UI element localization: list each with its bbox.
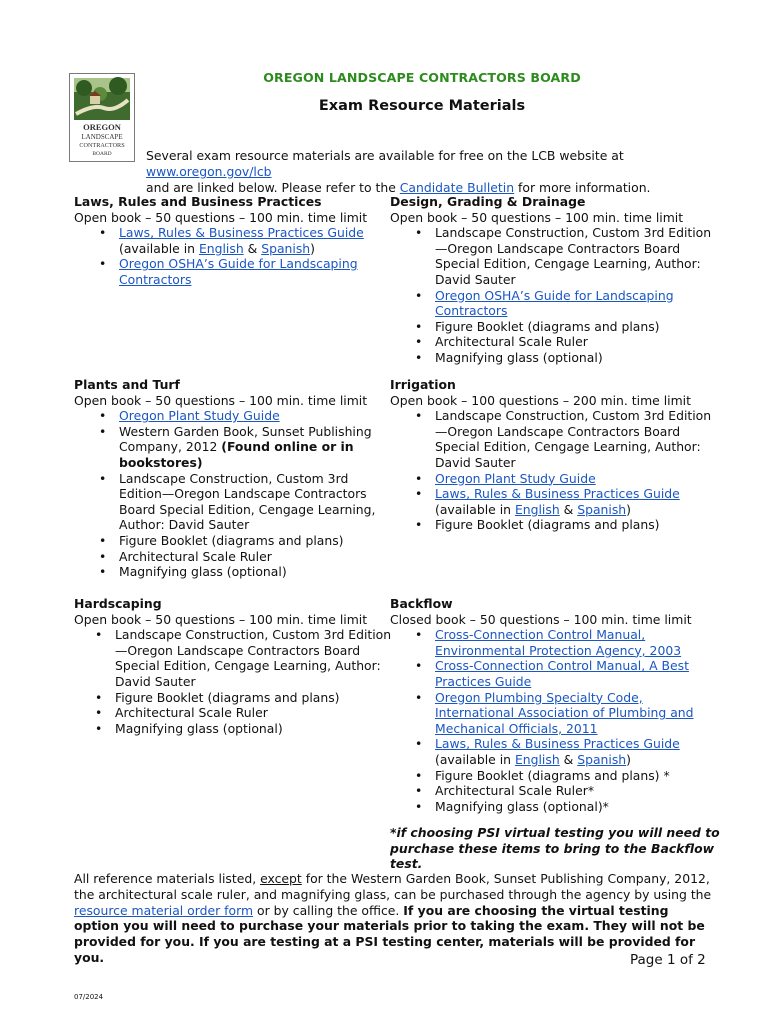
svg-text:BOARD: BOARD	[92, 151, 112, 157]
bullet-icon: •	[415, 334, 423, 350]
list-item	[415, 225, 720, 287]
link-line: Contractors	[119, 271, 192, 287]
bullet-icon: •	[95, 627, 103, 643]
list-item	[415, 318, 720, 335]
bullet-icon: •	[415, 783, 423, 799]
english-link[interactable]: English	[514, 501, 560, 517]
close-paren: )	[626, 751, 632, 767]
list-item	[415, 627, 720, 658]
bullet-icon: •	[415, 689, 423, 705]
materials-list	[74, 225, 394, 287]
section-hardscaping	[74, 596, 394, 736]
section-title: Design, Grading & Drainage	[390, 194, 586, 209]
amp-text: &	[559, 751, 578, 767]
item-text: Landscape Construction, Custom 3rd Edition—Oregon Landscape Contractors Board Special Edition, Cengage Learning, Author: David Sauter	[435, 408, 712, 470]
link-line: Oregon OSHA’s Guide for Landscaping	[119, 256, 358, 272]
list-item	[415, 349, 720, 366]
english-link[interactable]: English	[198, 240, 244, 256]
list-item	[415, 334, 720, 350]
purchase-info-paragraph	[74, 871, 714, 966]
org-title: OREGON LANDSCAPE CONTRACTORS BOARD	[263, 70, 581, 85]
intro-text-3: for more information.	[514, 180, 651, 195]
section-title: Irrigation	[390, 377, 456, 392]
link-line: Practices Guide	[435, 673, 532, 689]
link-line: International Association of Plumbing and	[435, 705, 694, 721]
english-link[interactable]: English	[514, 751, 560, 767]
bullet-icon: •	[95, 720, 103, 736]
list-item	[99, 564, 394, 580]
bullet-icon: •	[99, 256, 107, 272]
revision-date: 07/2024	[74, 993, 104, 1001]
available-text: (available in	[435, 501, 515, 517]
list-item	[415, 486, 720, 517]
item-text: Architectural Scale Ruler	[435, 334, 588, 350]
link-line: Oregon OSHA’s Guide for Landscaping	[435, 287, 674, 303]
materials-list	[74, 408, 394, 580]
link-line: Environmental Protection Agency, 2003	[435, 642, 682, 658]
available-text: (available in	[119, 240, 199, 256]
list-item	[415, 408, 720, 470]
bullet-icon: •	[415, 349, 423, 365]
osha-guide-link[interactable]	[435, 288, 674, 319]
item-text: Architectural Scale Ruler*	[435, 783, 595, 799]
list-item	[415, 767, 720, 784]
lcb-logo	[69, 73, 135, 162]
list-item	[95, 627, 394, 689]
amp-text: &	[243, 240, 262, 256]
cross-connection-epa-link[interactable]	[435, 627, 681, 658]
item-text: Figure Booklet (diagrams and plans)	[435, 517, 660, 533]
section-subtitle: Open book – 50 questions – 100 min. time limit	[390, 209, 684, 225]
bullet-icon: •	[99, 470, 107, 486]
section-title: Plants and Turf	[74, 377, 180, 392]
bullet-icon: •	[99, 423, 107, 439]
materials-list	[74, 627, 394, 736]
item-text: Figure Booklet (diagrams and plans) *	[435, 767, 670, 783]
page-number: Page 1 of 2	[630, 952, 706, 968]
section-subtitle: Open book – 50 questions – 100 min. time limit	[74, 392, 368, 408]
except-text: except	[260, 871, 302, 886]
laws-guide-link[interactable]: Laws, Rules & Business Practices Guide	[435, 736, 680, 752]
intro-text-1: Several exam resource materials are available for free on the LCB website at	[146, 148, 624, 163]
item-note: (Found online or in bookstores)	[119, 439, 354, 470]
plumbing-code-link[interactable]	[435, 690, 694, 736]
link-line: Cross-Connection Control Manual,	[435, 627, 646, 643]
bullet-icon: •	[415, 225, 423, 241]
close-paren: )	[310, 240, 316, 256]
list-item	[415, 783, 720, 799]
section-title: Laws, Rules and Business Practices	[74, 194, 322, 209]
bullet-icon: •	[415, 658, 423, 674]
list-item	[99, 548, 394, 565]
cross-connection-best-practices-link[interactable]	[435, 658, 689, 689]
list-item	[415, 689, 720, 737]
item-text: Figure Booklet (diagrams and plans)	[435, 318, 660, 334]
bullet-icon: •	[415, 470, 423, 486]
lcb-website-link[interactable]: www.oregon.gov/lcb	[146, 164, 272, 179]
bullet-icon: •	[99, 408, 107, 424]
close-paren: )	[626, 501, 632, 517]
list-item	[99, 256, 394, 287]
laws-guide-link[interactable]: Laws, Rules & Business Practices Guide	[119, 225, 364, 241]
candidate-bulletin-link[interactable]: Candidate Bulletin	[399, 180, 515, 195]
section-plants	[74, 377, 394, 580]
footer-text: for the Western Garden Book, Sunset Publishing Company, 2012, the architectural scale ruler, and magnifying glass, can be purchased through the agency by using the	[74, 871, 712, 902]
spanish-link[interactable]: Spanish	[577, 751, 627, 767]
list-item	[99, 470, 394, 533]
section-backflow	[390, 596, 720, 814]
amp-text: &	[559, 501, 578, 517]
bullet-icon: •	[415, 408, 423, 424]
item-text: Architectural Scale Ruler	[119, 548, 272, 564]
bullet-icon: •	[415, 318, 423, 334]
list-item	[415, 470, 720, 487]
section-irrigation	[390, 377, 720, 533]
bullet-icon: •	[415, 767, 423, 783]
spanish-link[interactable]: Spanish	[577, 501, 627, 517]
footer-text: All reference materials listed,	[74, 871, 261, 886]
bullet-icon: •	[415, 486, 423, 502]
item-text: Landscape Construction, Custom 3rd Edition—Oregon Landscape Contractors Board Special Edition, Cengage Learning, Author: David Sauter	[119, 470, 376, 533]
link-line: Oregon Plumbing Specialty Code,	[435, 689, 643, 705]
list-item	[95, 689, 394, 706]
item-text: Figure Booklet (diagrams and plans)	[119, 532, 344, 548]
list-item	[99, 423, 394, 471]
list-item	[415, 736, 720, 767]
materials-list	[390, 627, 720, 814]
osha-guide-link[interactable]	[119, 256, 358, 287]
svg-text:CONTRACTORS: CONTRACTORS	[79, 142, 125, 149]
intro-paragraph	[146, 148, 746, 196]
plant-study-guide-link[interactable]: Oregon Plant Study Guide	[435, 470, 596, 486]
link-line: Cross-Connection Control Manual, A Best	[435, 658, 689, 674]
bullet-icon: •	[99, 532, 107, 548]
item-text: Landscape Construction, Custom 3rd Edition—Oregon Landscape Contractors Board Special Edition, Cengage Learning, Author: David Sauter	[115, 627, 392, 689]
section-subtitle: Open book – 50 questions – 100 min. time limit	[74, 209, 368, 225]
link-line: Contractors	[435, 303, 508, 319]
item-text: Western Garden Book, Sunset Publishing Company, 2012	[119, 423, 372, 455]
list-item	[415, 798, 720, 815]
section-design	[390, 194, 720, 366]
svg-text:LANDSCAPE: LANDSCAPE	[81, 133, 123, 141]
item-text: Magnifying glass (optional)	[435, 349, 603, 365]
item-text: Magnifying glass (optional)	[119, 564, 287, 580]
footer-text: or by calling the office.	[253, 902, 404, 918]
svg-text:OREGON: OREGON	[83, 122, 121, 132]
bullet-icon: •	[99, 548, 107, 564]
list-item	[415, 658, 720, 689]
order-form-link[interactable]: resource material order form	[74, 902, 254, 918]
bullet-icon: •	[415, 517, 423, 533]
item-text: Magnifying glass (optional)	[115, 720, 283, 736]
bullet-icon: •	[95, 689, 103, 705]
psi-virtual-testing-note: *if choosing PSI virtual testing you will need to purchase these items to bring to the Backflow test.	[390, 825, 720, 872]
section-title: Hardscaping	[74, 596, 162, 611]
materials-list	[390, 408, 720, 533]
bullet-icon: •	[415, 287, 423, 303]
materials-list	[390, 225, 720, 365]
page-title: Exam Resource Materials	[318, 98, 526, 114]
plant-study-guide-link[interactable]: Oregon Plant Study Guide	[119, 408, 280, 424]
bullet-icon: •	[415, 627, 423, 643]
list-item	[95, 720, 394, 737]
available-text: (available in	[435, 751, 515, 767]
section-subtitle: Closed book – 50 questions – 100 min. time limit	[390, 611, 692, 627]
bullet-icon: •	[99, 564, 107, 580]
spanish-link[interactable]: Spanish	[261, 240, 311, 256]
item-text: Architectural Scale Ruler	[115, 705, 268, 721]
item-text: Figure Booklet (diagrams and plans)	[115, 689, 340, 705]
bullet-icon: •	[415, 736, 423, 752]
item-text: Landscape Construction, Custom 3rd Edition—Oregon Landscape Contractors Board Special Edition, Cengage Learning, Author: David Sauter	[435, 225, 712, 287]
laws-guide-link[interactable]: Laws, Rules & Business Practices Guide	[435, 486, 680, 502]
section-subtitle: Open book – 50 questions – 100 min. time limit	[74, 611, 368, 627]
intro-text-2: and are linked below. Please refer to the	[146, 180, 400, 195]
section-laws	[74, 194, 394, 288]
list-item	[99, 532, 394, 549]
list-item	[99, 225, 394, 256]
section-subtitle: Open book – 100 questions – 200 min. time limit	[390, 392, 691, 408]
bullet-icon: •	[415, 798, 423, 814]
virtual-testing-warning: If you are choosing the virtual testing option you will need to purchase your materials prior to taking the exam. They will not be provided for you. If you are testing at a PSI testing center, materials will be provided for you.	[74, 902, 705, 965]
item-text: Magnifying glass (optional)*	[435, 798, 609, 814]
landscape-logo-icon	[70, 74, 134, 161]
list-item	[99, 408, 394, 424]
link-line: Mechanical Officials, 2011	[435, 720, 598, 736]
list-item	[415, 517, 720, 533]
bullet-icon: •	[99, 225, 107, 241]
list-item	[95, 705, 394, 721]
bullet-icon: •	[95, 705, 103, 721]
section-title: Backflow	[390, 596, 453, 611]
list-item	[415, 287, 720, 319]
